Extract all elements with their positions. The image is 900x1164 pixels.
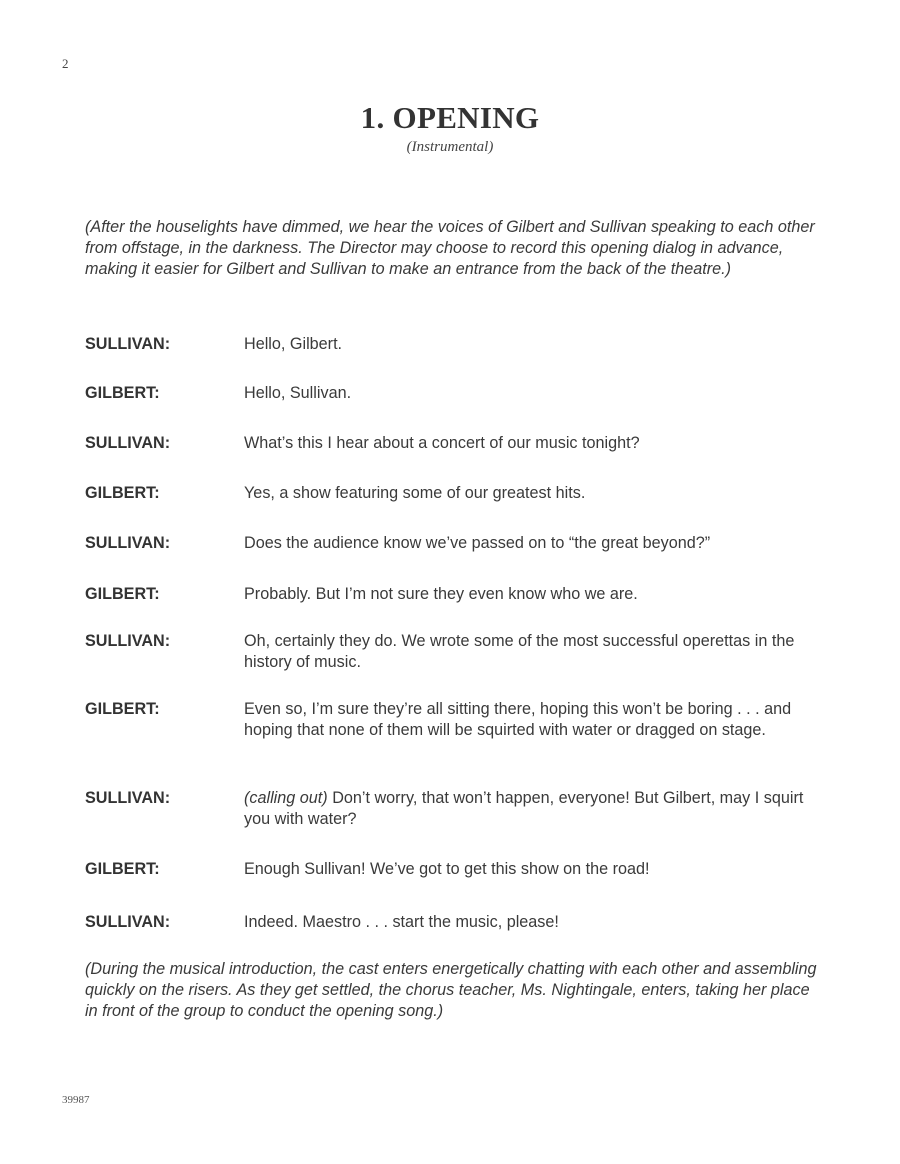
speaker-name: SULLIVAN: bbox=[85, 632, 171, 650]
dialog-text: Even so, I’m sure they’re all sitting there, hoping this won’t be boring . . . and hoping that none of them will be squirted with water or dragged on stage. bbox=[244, 700, 792, 739]
speaker-name: GILBERT: bbox=[85, 700, 160, 718]
dialog-text: Hello, Sullivan. bbox=[244, 384, 352, 402]
speaker-name: SULLIVAN: bbox=[85, 913, 171, 931]
dialog-line bbox=[244, 912, 824, 933]
dialog-line bbox=[244, 334, 824, 355]
stage-direction-closing: (During the musical introduction, the cast enters energetically chatting with each other and assembling quickly on the risers. As they get settled, the chorus teacher, Ms. Nightingale, enters, taking her place in front of the group to conduct the opening song.) bbox=[85, 960, 817, 1020]
speaker-name: SULLIVAN: bbox=[85, 534, 171, 552]
dialog-text: Probably. But I’m not sure they even know who we are. bbox=[244, 585, 638, 603]
catalog-number: 39987 bbox=[62, 1094, 90, 1106]
dialog-line bbox=[244, 533, 824, 554]
speaker-name: SULLIVAN: bbox=[85, 335, 171, 353]
dialog-text: Hello, Gilbert. bbox=[244, 335, 343, 353]
dialog-line bbox=[244, 631, 824, 673]
dialog-line bbox=[244, 584, 824, 605]
speaker-name: SULLIVAN: bbox=[85, 434, 171, 452]
speaker-name: SULLIVAN: bbox=[85, 789, 171, 807]
page-title: 1. OPENING bbox=[360, 100, 540, 135]
dialog-text: Oh, certainly they do. We wrote some of the most successful operettas in the history of music. bbox=[244, 632, 795, 671]
speaker-name: GILBERT: bbox=[85, 585, 160, 603]
dialog-text: Don’t worry, that won’t happen, everyone! But Gilbert, may I squirt you with water? bbox=[244, 789, 804, 828]
speaker-name: GILBERT: bbox=[85, 484, 160, 502]
speaker-name: GILBERT: bbox=[85, 384, 160, 402]
dialog-text: Does the audience know we’ve passed on to “the great beyond?” bbox=[244, 534, 711, 552]
page-subtitle: (Instrumental) bbox=[406, 139, 494, 155]
dialog-line bbox=[244, 433, 824, 454]
page-number: 2 bbox=[62, 56, 69, 71]
dialog-line bbox=[244, 788, 824, 830]
dialog-line bbox=[244, 859, 824, 880]
dialog-line bbox=[244, 483, 824, 504]
inline-direction: (calling out) bbox=[244, 789, 328, 807]
speaker-name: GILBERT: bbox=[85, 860, 160, 878]
dialog-line bbox=[244, 383, 824, 404]
dialog-text: What’s this I hear about a concert of our music tonight? bbox=[244, 434, 640, 452]
dialog-text: Indeed. Maestro . . . start the music, please! bbox=[244, 913, 559, 931]
stage-direction-opening: (After the houselights have dimmed, we hear the voices of Gilbert and Sullivan speaking to each other from offstage, in the darkness. The Director may choose to record this opening dialog in advance, making it easier for Gilbert and Sullivan to make an entrance from the back of the theatre.) bbox=[85, 218, 815, 278]
dialog-text: Yes, a show featuring some of our greatest hits. bbox=[244, 484, 586, 502]
dialog-text: Enough Sullivan! We’ve got to get this show on the road! bbox=[244, 860, 650, 878]
dialog-line bbox=[244, 699, 824, 741]
